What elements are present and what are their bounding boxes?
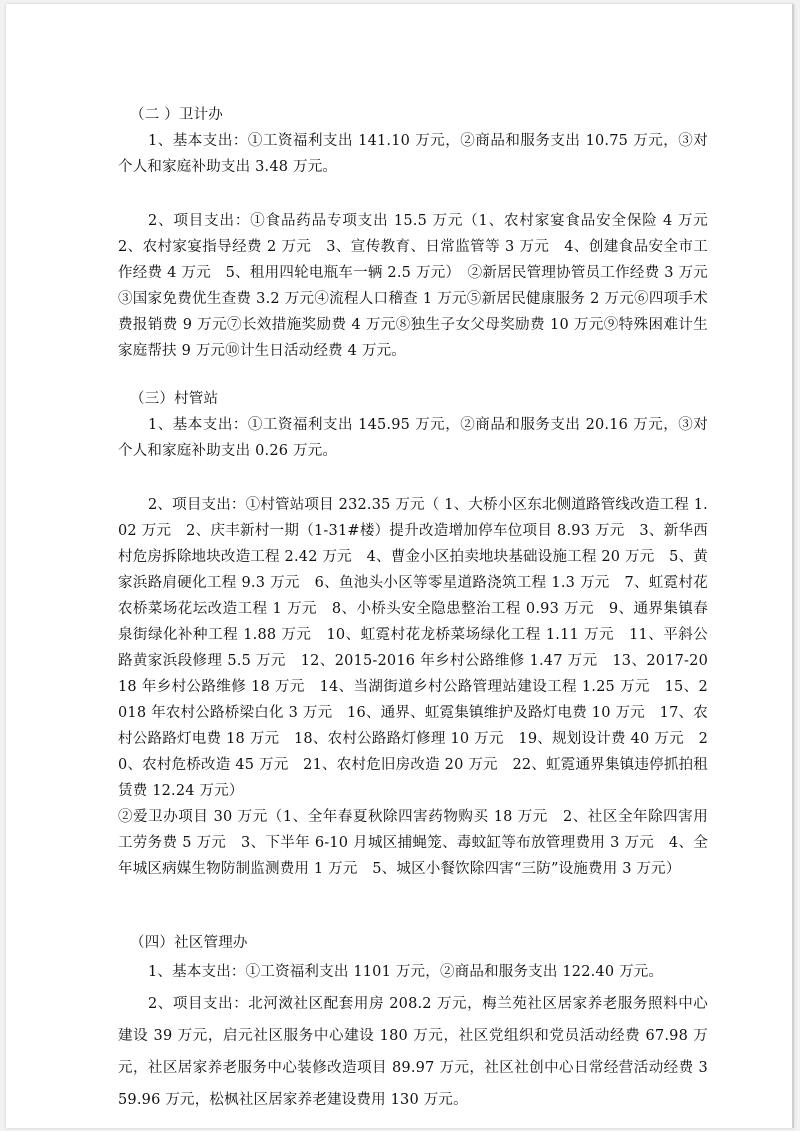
basic-expenditure-paragraph: 1、基本支出：①工资福利支出 141.10 万元，②商品和服务支出 10.75 万元，③对个人和家庭补助支出 3.48 万元。 xyxy=(118,133,708,175)
project-expenditure-paragraph: 2、项目支出：北河滧社区配套用房 208.2 万元，梅兰苑社区居家养老服务照料中心建设 39 万元，启元社区服务中心建设 180 万元，社区党组织和党员活动经费 67.98 万元，社区居家养老服务中心装修改造项目 89.97 万元，社区社创中心日常经营活动经费 359.96 万元，松枫社区居家养老建设费用 130 万元。 xyxy=(118,996,708,1108)
section-community-management xyxy=(118,930,708,1116)
project-expenditure-paragraph: 2、项目支出：①食品药品专项支出 15.5 万元（1、农村家宴食品安全保险 4 万元 2、农村家宴指导经费 2 万元 3、宣传教育、日常监管等 3 万元 4、创建食品安全市工作经费 4 万元 5、租用四轮电瓶车一辆 2.5 万元） ②新居民管理协管员工作经费 3 万元 ③国家免费优生查费 3.2 万元④流程人口稽查 1 万元⑤新居民健康服务 2 万元⑥四项手术费报销费 9 万元⑦长效措施奖励费 4 万元⑧独生子女父母奖励费 10 万元⑨特殊困难计生家庭帮扶 9 万元⑩计生日活动经费 4 万元。 xyxy=(118,213,723,359)
section-village-management xyxy=(118,386,708,882)
basic-expenditure-paragraph: 1、基本支出：①工资福利支出 145.95 万元，②商品和服务支出 20.16 万元，③对个人和家庭补助支出 0.26 万元。 xyxy=(118,417,708,459)
section-heading: （二 ）卫计办 xyxy=(130,107,224,123)
basic-expenditure-paragraph: 1、基本支出：①工资福利支出 1101 万元，②商品和服务支出 122.40 万元。 xyxy=(148,964,664,980)
document-body xyxy=(118,102,723,1116)
section-health-family-planning xyxy=(118,102,723,364)
patriotic-health-project-paragraph: ②爱卫办项目 30 万元（1、全年春夏秋除四害药物购买 18 万元 2、社区全年除四害用工劳务费 5 万元 3、下半年 6-10 月城区捕蝇笼、毒蚊缸等布放管理费用 3 万元 4、全年城区病媒生物防制监测费用 1 万元 5、城区小餐饮除四害“三防”设施费用 3 万元） xyxy=(118,809,708,877)
document-page xyxy=(6,4,794,1128)
project-expenditure-paragraph: 2、项目支出：①村管站项目 232.35 万元（ 1、大桥小区东北侧道路管线改造工程 1.02 万元 2、庆丰新村一期（1-31#楼）提升改造增加停车位项目 8.93 万元 3、新华西村危房拆除地块改造工程 2.42 万元 4、曹金小区拍卖地块基础设施工程 20 万元 5、黄家浜路肩硬化工程 9.3 万元 6、鱼池头小区等零星道路浇筑工程 1.3 万元 7、虹霓村花农桥菜场花坛改造工程 1 万元 8、小桥头安全隐患整治工程 0.93 万元 9、通界集镇春泉街绿化补种工程 1.88 万元 10、虹霓村花龙桥菜场绿化工程 1.11 万元 11、平斜公路黄家浜段修理 5.5 万元 12、2015-2016 年乡村公路维修 1.47 万元 13、2017-2018 年乡村公路维修 18 万元 14、当湖街道乡村公路管理站建设工程 1.25 万元 15、2018 年农村公路桥梁白化 3 万元 16、通界、虹霓集镇维护及路灯电费 10 万元 17、农村公路路灯电费 18 万元 18、农村公路路灯修理 10 万元 19、规划设计费 40 万元 20、农村危桥改造 45 万元 21、农村危旧房改造 20 万元 22、虹霓通界集镇违停抓拍租赁费 12.24 万元） xyxy=(118,497,708,799)
section-heading: （四）社区管理办 xyxy=(130,935,248,951)
section-heading: （三）村管站 xyxy=(130,391,219,407)
